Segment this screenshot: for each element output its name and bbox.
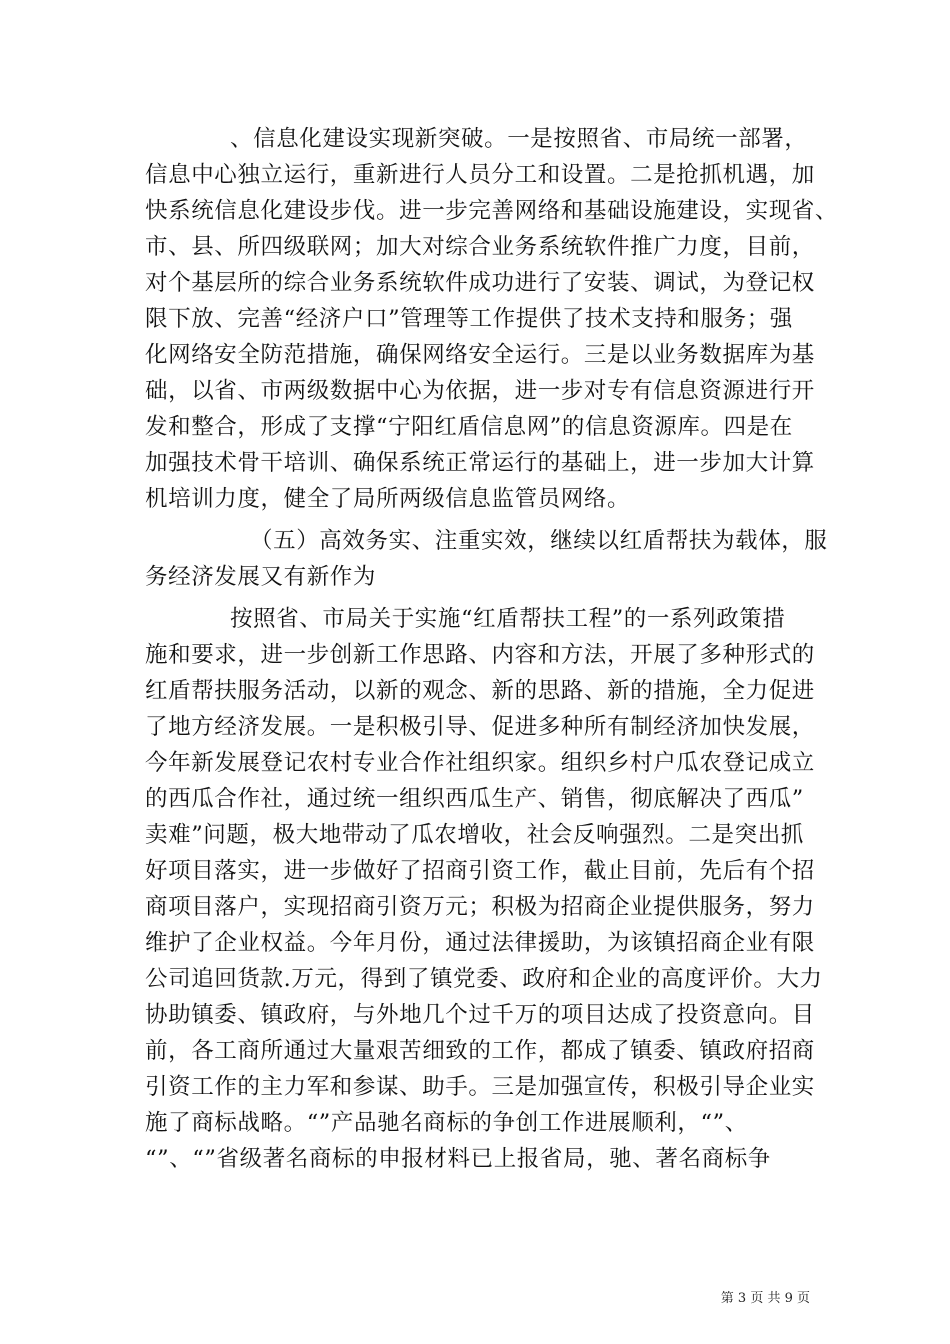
paragraph-3-line-8: 好项目落实，进一步做好了招商引资工作，截止目前，先后有个招 xyxy=(145,858,815,884)
paragraph-1-line-6: 限下放、完善“经济户口”管理等工作提供了技术支持和服务；强 xyxy=(145,306,793,332)
paragraph-1-line-7: 化网络安全防范措施，确保网络安全运行。三是以业务数据库为基 xyxy=(145,342,815,368)
page-number-footer: 第 3 页 共 9 页 xyxy=(720,1291,810,1306)
paragraph-1-line-11: 机培训力度，健全了局所两级信息监管员网络。 xyxy=(145,486,631,512)
paragraph-3-line-14: 引资工作的主力军和参谋、助手。三是加强宣传，积极引导企业实 xyxy=(145,1074,815,1100)
paragraph-1-line-2: 信息中心独立运行，重新进行人员分工和设置。二是抢抓机遇，加 xyxy=(145,162,815,188)
paragraph-1-line-8: 础，以省、市两级数据中心为依据，进一步对专有信息资源进行开 xyxy=(145,378,815,404)
paragraph-3-line-10: 维护了企业权益。今年月份，通过法律援助，为该镇招商企业有限 xyxy=(145,930,815,956)
paragraph-3-line-3: 红盾帮扶服务活动，以新的观念、新的思路、新的措施，全力促进 xyxy=(145,678,815,704)
paragraph-3-line-7: 卖难”问题，极大地带动了瓜农增收，社会反响强烈。二是突出抓 xyxy=(145,822,804,848)
paragraph-1-line-1: 、信息化建设实现新突破。一是按照省、市局统一部署， xyxy=(230,126,808,152)
paragraph-3-line-2: 施和要求，进一步创新工作思路、内容和方法，开展了多种形式的 xyxy=(145,642,815,668)
paragraph-3-line-12: 协助镇委、镇政府，与外地几个过千万的项目达成了投资意向。目 xyxy=(145,1002,815,1028)
paragraph-3-line-6: 的西瓜合作社，通过统一组织西瓜生产、销售，彻底解决了西瓜” xyxy=(145,786,804,812)
paragraph-3-line-9: 商项目落户，实现招商引资万元；积极为招商企业提供服务，努力 xyxy=(145,894,815,920)
paragraph-1-line-5: 对个基层所的综合业务系统软件成功进行了安装、调试，为登记权 xyxy=(145,270,815,296)
paragraph-3-line-11: 公司追回货款.万元，得到了镇党委、政府和企业的高度评价。大力 xyxy=(145,966,823,992)
paragraph-3-line-15: 施了商标战略。“”产品驰名商标的争创工作进展顺利，“”、 xyxy=(145,1110,748,1136)
paragraph-3-line-16: “”、“”省级著名商标的申报材料已上报省局，驰、著名商标争 xyxy=(145,1146,771,1172)
section-heading-line-2: 务经济发展又有新作为 xyxy=(145,564,377,590)
section-heading-line-1: （五）高效务实、注重实效，继续以红盾帮扶为载体，服 xyxy=(250,528,828,554)
paragraph-3-line-1: 按照省、市局关于实施“红盾帮扶工程”的一系列政策措 xyxy=(230,606,786,632)
paragraph-1-line-3: 快系统信息化建设步伐。进一步完善网络和基础设施建设，实现省、 xyxy=(145,198,839,224)
paragraph-1-line-9: 发和整合，形成了支撑“宁阳红盾信息网”的信息资源库。四是在 xyxy=(145,414,793,440)
paragraph-1-line-4: 市、县、所四级联网；加大对综合业务系统软件推广力度，目前， xyxy=(145,234,815,260)
paragraph-1-line-10: 加强技术骨干培训、确保系统正常运行的基础上，进一步加大计算 xyxy=(145,450,815,476)
paragraph-3-line-13: 前，各工商所通过大量艰苦细致的工作，都成了镇委、镇政府招商 xyxy=(145,1038,815,1064)
paragraph-3-line-5: 今年新发展登记农村专业合作社组织家。组织乡村户瓜农登记成立 xyxy=(145,750,815,776)
paragraph-3-line-4: 了地方经济发展。一是积极引导、促进多种所有制经济加快发展， xyxy=(145,714,815,740)
